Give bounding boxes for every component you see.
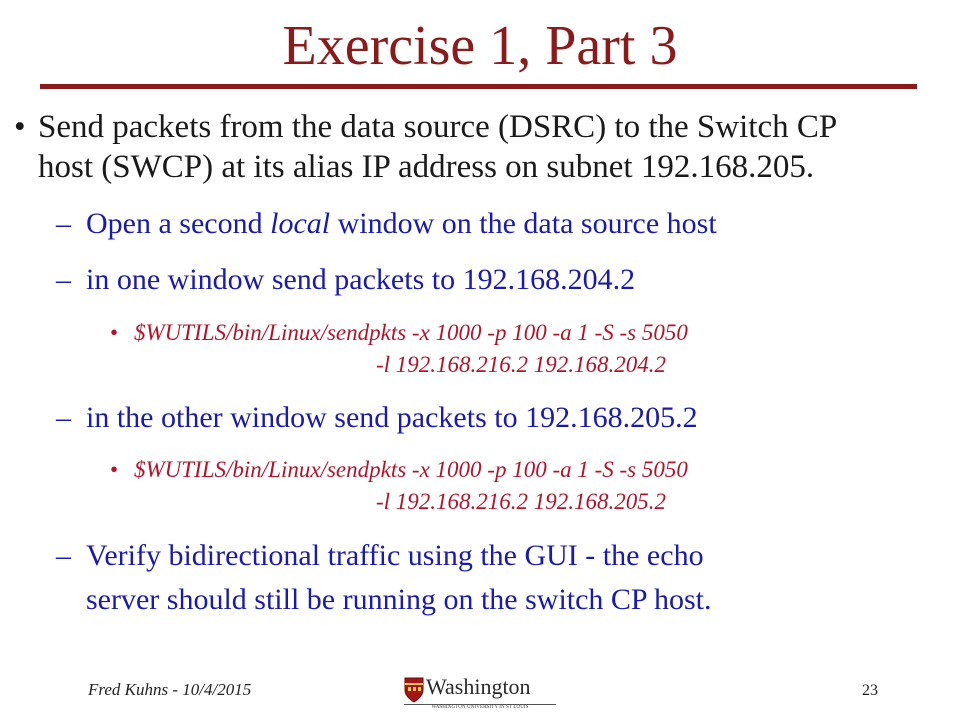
command-line1: $WUTILS/bin/Linux/sendpkts -x 1000 -p 100 -a 1 -S -s 5050 xyxy=(134,457,688,482)
dash-marker: – xyxy=(56,263,71,296)
sub-bullet-verify-line2: server should still be running on the switch CP host. xyxy=(86,583,712,616)
shield-icon xyxy=(404,677,424,703)
command-line2: -l 192.168.216.2 192.168.205.2 xyxy=(376,489,667,514)
bullet-marker: • xyxy=(110,320,119,345)
bullet-text-line2: host (SWCP) at its alias IP address on subnet 192.168.205. xyxy=(38,149,815,185)
logo-wordmark: Washington xyxy=(426,674,531,699)
university-logo xyxy=(404,674,556,711)
bullet-marker: • xyxy=(14,109,26,145)
sub-bullet-verify-line1: Verify bidirectional traffic using the GUI - the echo xyxy=(86,539,704,572)
title-underline xyxy=(40,84,917,89)
sub-bullet-text: window on the data source host xyxy=(330,207,717,240)
slide-title: Exercise 1, Part 3 xyxy=(282,15,678,77)
sub-bullet-text: Open a second xyxy=(86,207,271,240)
sub-bullet-send-204: in one window send packets to 192.168.204.2 xyxy=(86,263,636,296)
page-number: 23 xyxy=(862,682,878,699)
command-line2: -l 192.168.216.2 192.168.204.2 xyxy=(376,352,667,377)
dash-marker: – xyxy=(56,539,71,572)
footer-author: Fred Kuhns - 10/4/2015 xyxy=(88,680,252,699)
logo-subtitle: WASHINGTON UNIVERSITY IN ST LOUIS xyxy=(431,705,529,710)
bullet-marker: • xyxy=(110,457,119,482)
bullet-text-line1: Send packets from the data source (DSRC) to the Switch CP xyxy=(38,109,838,145)
sub-bullet-send-205: in the other window send packets to 192.168.205.2 xyxy=(86,401,698,434)
dash-marker: – xyxy=(56,207,71,240)
sub-bullet-open-window xyxy=(86,206,717,242)
emphasis-local: local xyxy=(270,207,331,240)
dash-marker: – xyxy=(56,401,71,434)
command-line1: $WUTILS/bin/Linux/sendpkts -x 1000 -p 100 -a 1 -S -s 5050 xyxy=(134,320,688,345)
